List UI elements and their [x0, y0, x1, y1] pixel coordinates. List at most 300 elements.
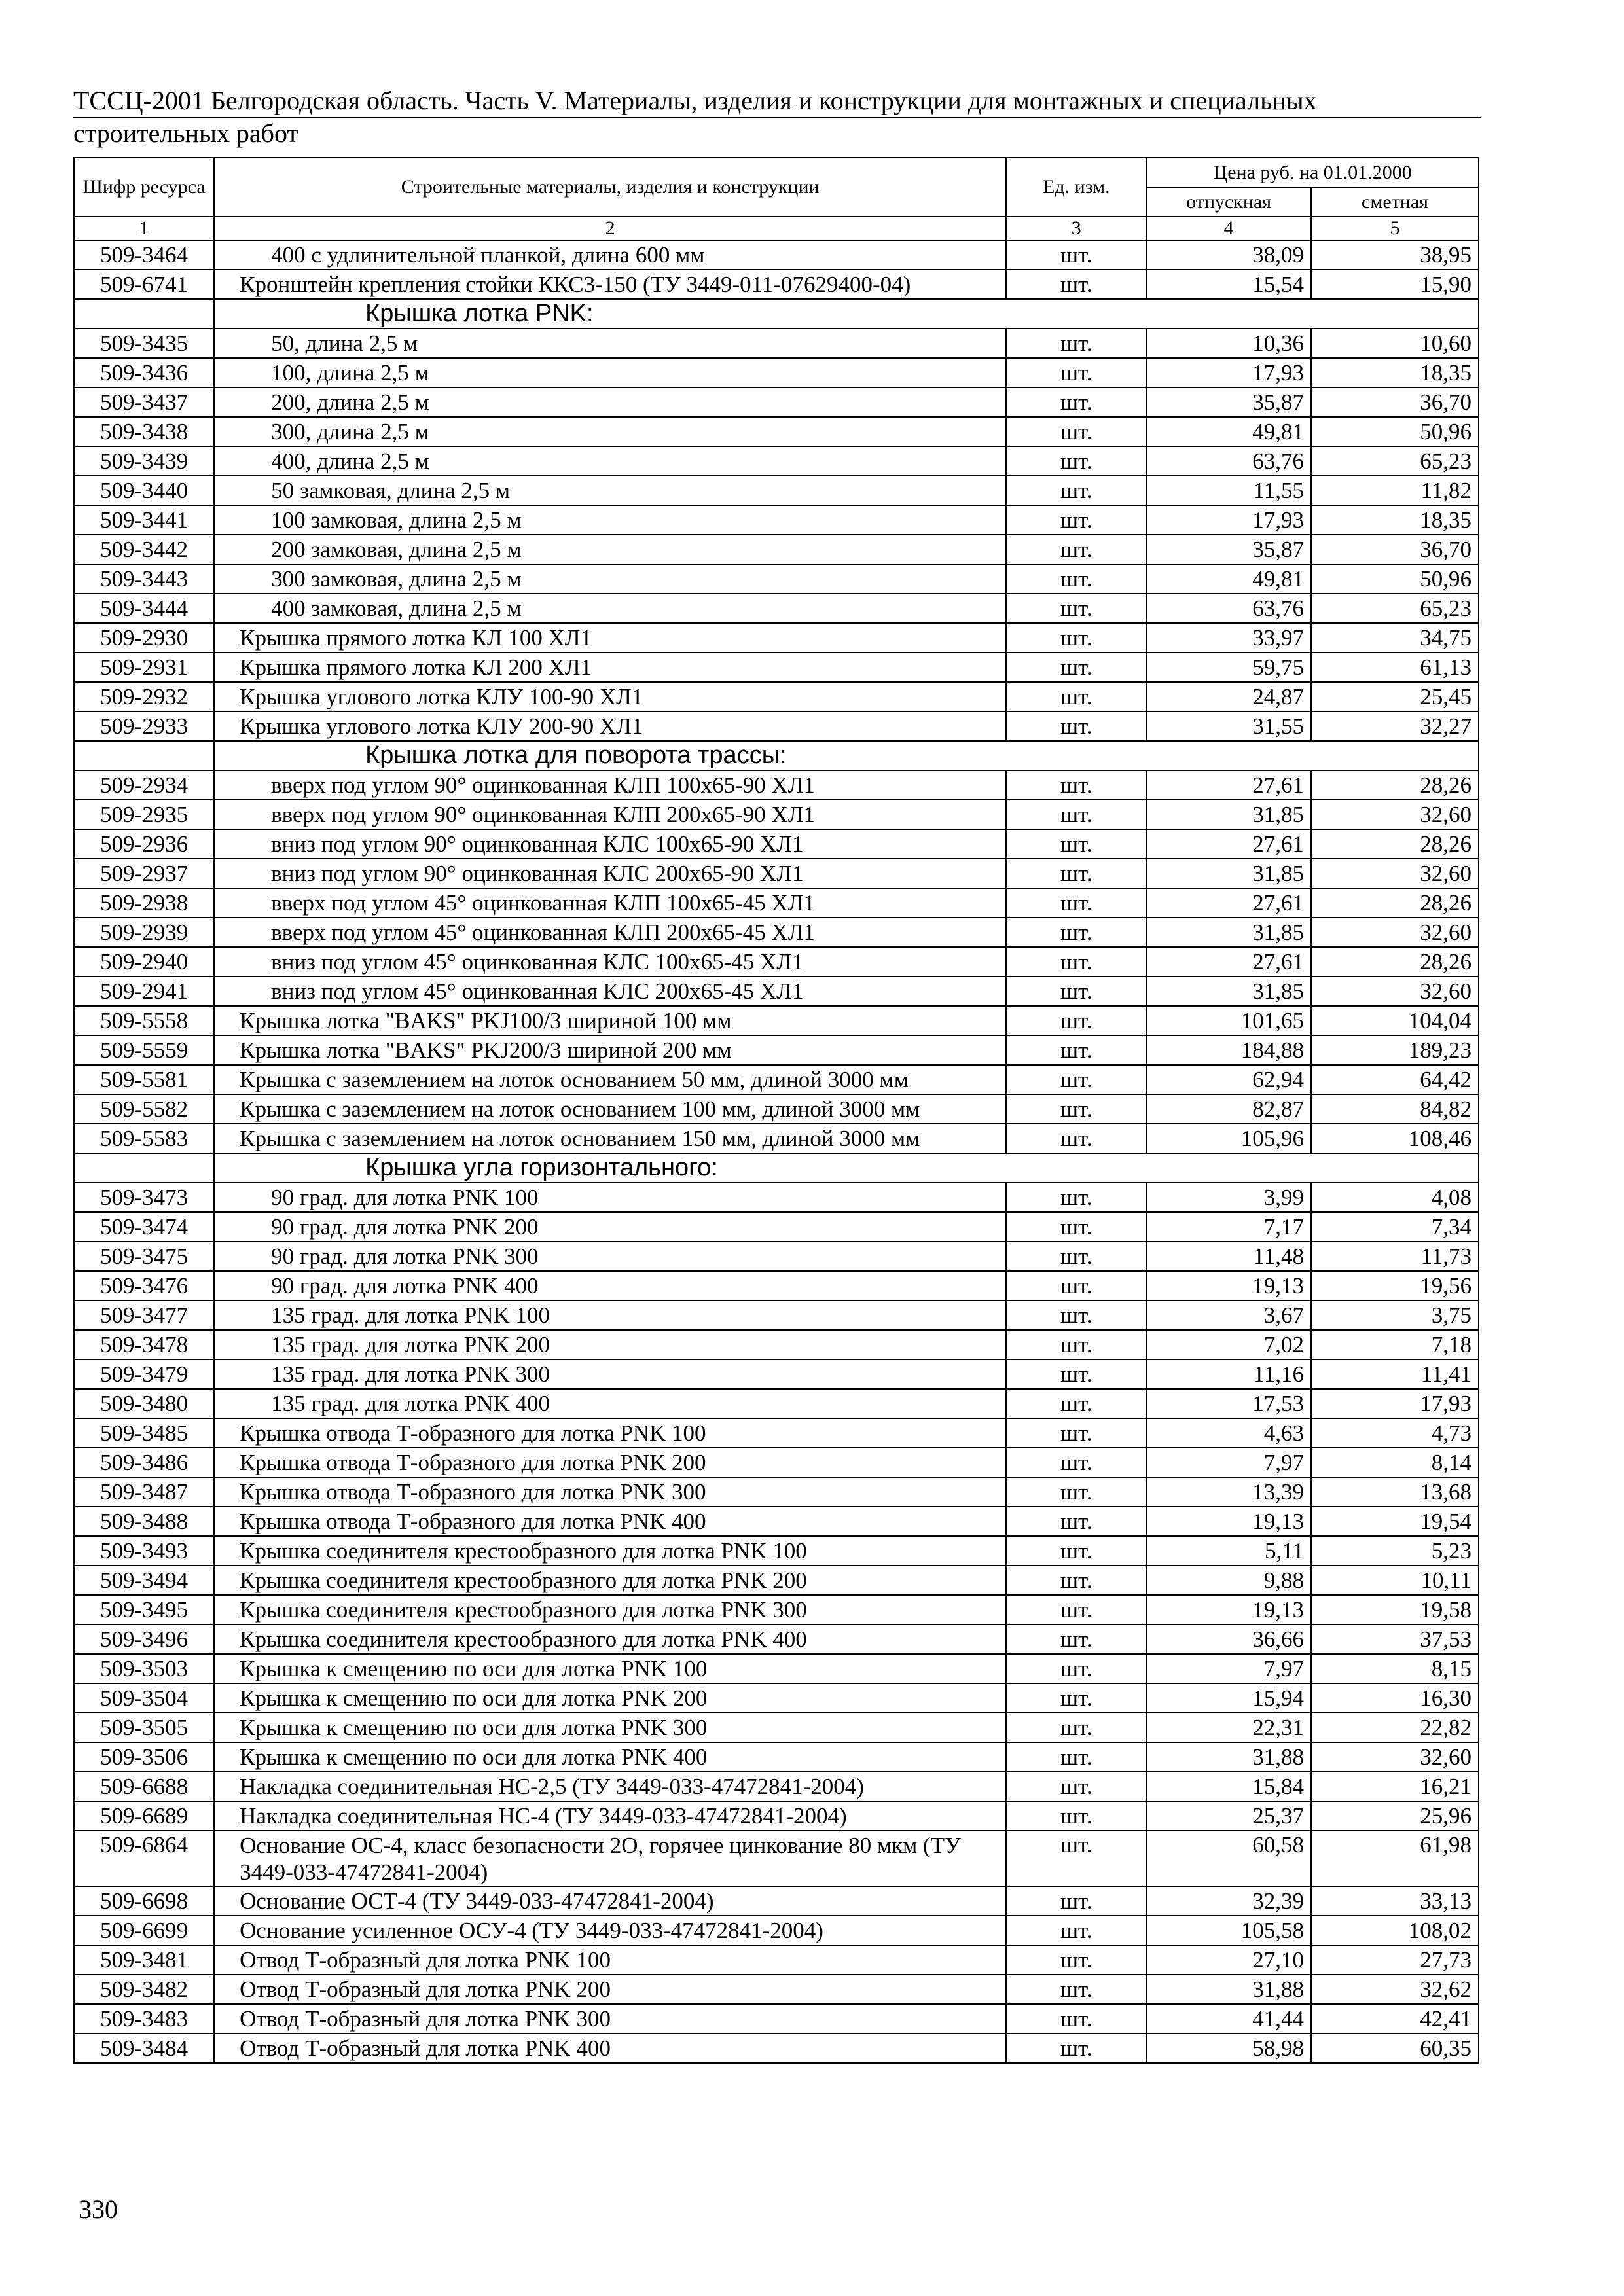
table-row — [74, 1916, 1479, 1945]
material-name: 90 град. для лотка PNK 300 — [214, 1242, 1006, 1271]
material-name: Накладка соединительная НС-4 (ТУ 3449-033-47472841-2004) — [214, 1801, 1006, 1831]
release-price: 22,31 — [1146, 1713, 1311, 1742]
group-code-cell — [74, 741, 214, 770]
resource-code: 509-3438 — [74, 417, 214, 446]
resource-code: 509-3473 — [74, 1183, 214, 1212]
unit-of-measure: шт. — [1006, 1389, 1146, 1418]
unit-of-measure: шт. — [1006, 476, 1146, 505]
release-price: 7,97 — [1146, 1654, 1311, 1683]
table-row — [74, 770, 1479, 800]
table-row — [74, 1300, 1479, 1330]
unit-of-measure: шт. — [1006, 947, 1146, 977]
estimate-price: 34,75 — [1311, 623, 1479, 653]
release-price: 5,11 — [1146, 1536, 1311, 1566]
resource-code: 509-3478 — [74, 1330, 214, 1359]
resource-code: 509-3481 — [74, 1945, 214, 1975]
material-name: Отвод Т-образный для лотка PNK 300 — [214, 2004, 1006, 2034]
resource-code: 509-3477 — [74, 1300, 214, 1330]
estimate-price: 18,35 — [1311, 505, 1479, 535]
unit-of-measure: шт. — [1006, 564, 1146, 594]
release-price: 13,39 — [1146, 1477, 1311, 1507]
table-row — [74, 1065, 1479, 1094]
group-row — [74, 741, 1479, 770]
material-name: 90 град. для лотка PNK 400 — [214, 1271, 1006, 1300]
release-price: 15,54 — [1146, 270, 1311, 299]
release-price: 7,17 — [1146, 1212, 1311, 1242]
estimate-price: 42,41 — [1311, 2004, 1479, 2034]
material-name: Кронштейн крепления стойки ККС3-150 (ТУ 3449-011-07629400-04) — [214, 270, 1006, 299]
unit-of-measure: шт. — [1006, 1242, 1146, 1271]
estimate-price: 65,23 — [1311, 446, 1479, 476]
estimate-price: 18,35 — [1311, 358, 1479, 387]
material-name: Крышка углового лотка КЛУ 100-90 ХЛ1 — [214, 682, 1006, 711]
resource-code: 509-3442 — [74, 535, 214, 564]
group-title: Крышка угла горизонтального: — [214, 1153, 1479, 1183]
estimate-price: 38,95 — [1311, 240, 1479, 270]
table-row — [74, 1094, 1479, 1124]
unit-of-measure: шт. — [1006, 594, 1146, 623]
resource-code: 509-6688 — [74, 1772, 214, 1801]
table-row — [74, 1886, 1479, 1916]
table-row — [74, 1801, 1479, 1831]
resource-code: 509-3464 — [74, 240, 214, 270]
unit-of-measure: шт. — [1006, 387, 1146, 417]
resource-code: 509-6699 — [74, 1916, 214, 1945]
material-name: 400 с удлинительной планкой, длина 600 мм — [214, 240, 1006, 270]
material-name: Крышка к смещению по оси для лотка PNK 100 — [214, 1654, 1006, 1683]
group-code-cell — [74, 1153, 214, 1183]
material-name: Основание усиленное ОСУ-4 (ТУ 3449-033-47472841-2004) — [214, 1916, 1006, 1945]
material-name: 135 град. для лотка PNK 300 — [214, 1359, 1006, 1389]
material-name: Отвод Т-образный для лотка PNK 400 — [214, 2034, 1006, 2063]
material-name: Крышка отвода Т-образного для лотка PNK 300 — [214, 1477, 1006, 1507]
material-name: Накладка соединительная НС-2,5 (ТУ 3449-033-47472841-2004) — [214, 1772, 1006, 1801]
page-header — [73, 85, 1481, 149]
col-header-price-group: Цена руб. на 01.01.2000 — [1146, 158, 1479, 187]
unit-of-measure: шт. — [1006, 1094, 1146, 1124]
col-header-release-price: отпускная — [1146, 187, 1311, 217]
table-row — [74, 270, 1479, 299]
estimate-price: 28,26 — [1311, 888, 1479, 918]
release-price: 27,61 — [1146, 829, 1311, 859]
estimate-price: 108,02 — [1311, 1916, 1479, 1945]
release-price: 7,02 — [1146, 1330, 1311, 1359]
table-row — [74, 1477, 1479, 1507]
unit-of-measure: шт. — [1006, 1831, 1146, 1886]
resource-code: 509-5582 — [74, 1094, 214, 1124]
table-row — [74, 1975, 1479, 2004]
release-price: 27,61 — [1146, 770, 1311, 800]
table-row — [74, 1035, 1479, 1065]
table-row — [74, 1418, 1479, 1448]
release-price: 19,13 — [1146, 1271, 1311, 1300]
unit-of-measure: шт. — [1006, 1916, 1146, 1945]
estimate-price: 8,14 — [1311, 1448, 1479, 1477]
table-row — [74, 800, 1479, 829]
unit-of-measure: шт. — [1006, 1271, 1146, 1300]
estimate-price: 64,42 — [1311, 1065, 1479, 1094]
table-row — [74, 947, 1479, 977]
release-price: 27,61 — [1146, 947, 1311, 977]
release-price: 19,13 — [1146, 1507, 1311, 1536]
unit-of-measure: шт. — [1006, 1801, 1146, 1831]
material-name: Крышка лотка "BAKS" PKJ200/3 шириной 200 мм — [214, 1035, 1006, 1065]
table-row — [74, 535, 1479, 564]
estimate-price: 10,11 — [1311, 1566, 1479, 1595]
table-row — [74, 564, 1479, 594]
resource-code: 509-3443 — [74, 564, 214, 594]
resource-code: 509-2938 — [74, 888, 214, 918]
resource-code: 509-3480 — [74, 1389, 214, 1418]
estimate-price: 27,73 — [1311, 1945, 1479, 1975]
release-price: 15,94 — [1146, 1683, 1311, 1713]
unit-of-measure: шт. — [1006, 1065, 1146, 1094]
unit-of-measure: шт. — [1006, 1212, 1146, 1242]
page-number: 330 — [79, 2195, 118, 2224]
resource-code: 509-3440 — [74, 476, 214, 505]
release-price: 15,84 — [1146, 1772, 1311, 1801]
table-row — [74, 1831, 1479, 1886]
table-row — [74, 1624, 1479, 1654]
material-name: 300 замковая, длина 2,5 м — [214, 564, 1006, 594]
estimate-price: 4,73 — [1311, 1418, 1479, 1448]
table-row — [74, 1242, 1479, 1271]
col-header-code: Шифр ресурса — [74, 158, 214, 217]
resource-code: 509-2932 — [74, 682, 214, 711]
estimate-price: 189,23 — [1311, 1035, 1479, 1065]
material-name: вверх под углом 45° оцинкованная КЛП 100х65-45 ХЛ1 — [214, 888, 1006, 918]
unit-of-measure: шт. — [1006, 1742, 1146, 1772]
unit-of-measure: шт. — [1006, 1477, 1146, 1507]
resource-code: 509-2931 — [74, 653, 214, 682]
table-row — [74, 1448, 1479, 1477]
material-name: Крышка прямого лотка КЛ 200 ХЛ1 — [214, 653, 1006, 682]
material-name: Крышка с заземлением на лоток основанием 50 мм, длиной 3000 мм — [214, 1065, 1006, 1094]
material-name: Крышка отвода Т-образного для лотка PNK 200 — [214, 1448, 1006, 1477]
table-row — [74, 977, 1479, 1006]
table-row — [74, 1212, 1479, 1242]
estimate-price: 25,96 — [1311, 1801, 1479, 1831]
material-name: 135 град. для лотка PNK 100 — [214, 1300, 1006, 1330]
table-row — [74, 653, 1479, 682]
unit-of-measure: шт. — [1006, 1772, 1146, 1801]
release-price: 38,09 — [1146, 240, 1311, 270]
col-header-name: Строительные материалы, изделия и конструкции — [214, 158, 1006, 217]
resource-code: 509-3439 — [74, 446, 214, 476]
group-row — [74, 1153, 1479, 1183]
table-row — [74, 1006, 1479, 1035]
unit-of-measure: шт. — [1006, 1713, 1146, 1742]
material-name: 200 замковая, длина 2,5 м — [214, 535, 1006, 564]
material-name: Крышка с заземлением на лоток основанием 100 мм, длиной 3000 мм — [214, 1094, 1006, 1124]
table-row — [74, 623, 1479, 653]
estimate-price: 32,60 — [1311, 977, 1479, 1006]
release-price: 49,81 — [1146, 564, 1311, 594]
material-name: Крышка к смещению по оси для лотка PNK 400 — [214, 1742, 1006, 1772]
material-name: Основание ОС-4, класс безопасности 2О, горячее цинкование 80 мкм (ТУ 3449-033-47472841-2004) — [214, 1831, 1006, 1886]
unit-of-measure: шт. — [1006, 770, 1146, 800]
unit-of-measure: шт. — [1006, 1330, 1146, 1359]
resource-code: 509-3485 — [74, 1418, 214, 1448]
release-price: 82,87 — [1146, 1094, 1311, 1124]
estimate-price: 7,34 — [1311, 1212, 1479, 1242]
table-row — [74, 1536, 1479, 1566]
unit-of-measure: шт. — [1006, 829, 1146, 859]
table-row — [74, 446, 1479, 476]
table-row — [74, 240, 1479, 270]
resource-code: 509-3487 — [74, 1477, 214, 1507]
material-name: вниз под углом 45° оцинкованная КЛС 100х65-45 ХЛ1 — [214, 947, 1006, 977]
release-price: 35,87 — [1146, 535, 1311, 564]
table-row — [74, 1183, 1479, 1212]
unit-of-measure: шт. — [1006, 446, 1146, 476]
estimate-price: 36,70 — [1311, 387, 1479, 417]
material-name: Крышка с заземлением на лоток основанием 150 мм, длиной 3000 мм — [214, 1124, 1006, 1153]
release-price: 11,16 — [1146, 1359, 1311, 1389]
estimate-price: 37,53 — [1311, 1624, 1479, 1654]
group-title: Крышка лотка PNK: — [214, 299, 1479, 329]
resource-code: 509-2934 — [74, 770, 214, 800]
release-price: 17,53 — [1146, 1389, 1311, 1418]
estimate-price: 32,62 — [1311, 1975, 1479, 2004]
material-name: 90 град. для лотка PNK 100 — [214, 1183, 1006, 1212]
resource-code: 509-3435 — [74, 329, 214, 358]
release-price: 63,76 — [1146, 446, 1311, 476]
resource-code: 509-2939 — [74, 918, 214, 947]
resource-code: 509-2937 — [74, 859, 214, 888]
unit-of-measure: шт. — [1006, 1418, 1146, 1448]
material-name: 400 замковая, длина 2,5 м — [214, 594, 1006, 623]
estimate-price: 28,26 — [1311, 829, 1479, 859]
estimate-price: 61,13 — [1311, 653, 1479, 682]
estimate-price: 11,82 — [1311, 476, 1479, 505]
estimate-price: 61,98 — [1311, 1831, 1479, 1886]
material-name: 200, длина 2,5 м — [214, 387, 1006, 417]
material-name: Крышка соединителя крестообразного для лотка PNK 400 — [214, 1624, 1006, 1654]
material-name: Крышка прямого лотка КЛ 100 ХЛ1 — [214, 623, 1006, 653]
resource-code: 509-2935 — [74, 800, 214, 829]
table-row — [74, 476, 1479, 505]
column-number: 2 — [214, 217, 1006, 240]
resource-code: 509-3479 — [74, 1359, 214, 1389]
release-price: 11,48 — [1146, 1242, 1311, 1271]
material-name: Крышка отвода Т-образного для лотка PNK 400 — [214, 1507, 1006, 1536]
price-table — [73, 157, 1479, 2064]
estimate-price: 32,27 — [1311, 711, 1479, 741]
unit-of-measure: шт. — [1006, 1975, 1146, 2004]
material-name: Крышка отвода Т-образного для лотка PNK 100 — [214, 1418, 1006, 1448]
release-price: 41,44 — [1146, 2004, 1311, 2034]
unit-of-measure: шт. — [1006, 1536, 1146, 1566]
release-price: 35,87 — [1146, 387, 1311, 417]
resource-code: 509-3486 — [74, 1448, 214, 1477]
resource-code: 509-5559 — [74, 1035, 214, 1065]
resource-code: 509-3495 — [74, 1595, 214, 1624]
estimate-price: 108,46 — [1311, 1124, 1479, 1153]
material-name: Основание ОСТ-4 (ТУ 3449-033-47472841-2004) — [214, 1886, 1006, 1916]
resource-code: 509-2940 — [74, 947, 214, 977]
header-title-line2: строительных работ — [73, 118, 298, 148]
release-price: 31,88 — [1146, 1975, 1311, 2004]
table-row — [74, 358, 1479, 387]
release-price: 105,58 — [1146, 1916, 1311, 1945]
table-row — [74, 1654, 1479, 1683]
resource-code: 509-5558 — [74, 1006, 214, 1035]
estimate-price: 19,56 — [1311, 1271, 1479, 1300]
material-name: Крышка соединителя крестообразного для лотка PNK 300 — [214, 1595, 1006, 1624]
release-price: 27,61 — [1146, 888, 1311, 918]
unit-of-measure: шт. — [1006, 1595, 1146, 1624]
material-name: вниз под углом 90° оцинкованная КЛС 100х65-90 ХЛ1 — [214, 829, 1006, 859]
material-name: 90 град. для лотка PNK 200 — [214, 1212, 1006, 1242]
estimate-price: 5,23 — [1311, 1536, 1479, 1566]
resource-code: 509-3436 — [74, 358, 214, 387]
resource-code: 509-2930 — [74, 623, 214, 653]
unit-of-measure: шт. — [1006, 977, 1146, 1006]
material-name: Крышка соединителя крестообразного для лотка PNK 200 — [214, 1566, 1006, 1595]
table-row — [74, 1124, 1479, 1153]
release-price: 4,63 — [1146, 1418, 1311, 1448]
table-row — [74, 2004, 1479, 2034]
estimate-price: 32,60 — [1311, 1742, 1479, 1772]
estimate-price: 15,90 — [1311, 270, 1479, 299]
estimate-price: 16,21 — [1311, 1772, 1479, 1801]
estimate-price: 11,41 — [1311, 1359, 1479, 1389]
unit-of-measure: шт. — [1006, 1035, 1146, 1065]
release-price: 101,65 — [1146, 1006, 1311, 1035]
release-price: 11,55 — [1146, 476, 1311, 505]
unit-of-measure: шт. — [1006, 653, 1146, 682]
estimate-price: 4,08 — [1311, 1183, 1479, 1212]
table-row — [74, 417, 1479, 446]
table-row — [74, 1566, 1479, 1595]
estimate-price: 32,60 — [1311, 800, 1479, 829]
column-number: 3 — [1006, 217, 1146, 240]
release-price: 27,10 — [1146, 1945, 1311, 1975]
table-row — [74, 594, 1479, 623]
estimate-price: 28,26 — [1311, 947, 1479, 977]
resource-code: 509-2936 — [74, 829, 214, 859]
unit-of-measure: шт. — [1006, 918, 1146, 947]
unit-of-measure: шт. — [1006, 417, 1146, 446]
unit-of-measure: шт. — [1006, 1124, 1146, 1153]
estimate-price: 50,96 — [1311, 417, 1479, 446]
unit-of-measure: шт. — [1006, 1183, 1146, 1212]
unit-of-measure: шт. — [1006, 358, 1146, 387]
estimate-price: 36,70 — [1311, 535, 1479, 564]
table-row — [74, 1389, 1479, 1418]
estimate-price: 7,18 — [1311, 1330, 1479, 1359]
material-name: Крышка к смещению по оси для лотка PNK 200 — [214, 1683, 1006, 1713]
resource-code: 509-3474 — [74, 1212, 214, 1242]
estimate-price: 22,82 — [1311, 1713, 1479, 1742]
col-header-unit: Ед. изм. — [1006, 158, 1146, 217]
unit-of-measure: шт. — [1006, 505, 1146, 535]
resource-code: 509-3504 — [74, 1683, 214, 1713]
release-price: 32,39 — [1146, 1886, 1311, 1916]
table-row — [74, 1359, 1479, 1389]
estimate-price: 19,54 — [1311, 1507, 1479, 1536]
column-number: 1 — [74, 217, 214, 240]
estimate-price: 17,93 — [1311, 1389, 1479, 1418]
resource-code: 509-5583 — [74, 1124, 214, 1153]
release-price: 184,88 — [1146, 1035, 1311, 1065]
release-price: 17,93 — [1146, 358, 1311, 387]
table-row — [74, 829, 1479, 859]
unit-of-measure: шт. — [1006, 623, 1146, 653]
material-name: Крышка лотка "BAKS" PKJ100/3 шириной 100 мм — [214, 1006, 1006, 1035]
release-price: 9,88 — [1146, 1566, 1311, 1595]
material-name: 300, длина 2,5 м — [214, 417, 1006, 446]
table-row — [74, 859, 1479, 888]
material-name: Отвод Т-образный для лотка PNK 200 — [214, 1975, 1006, 2004]
resource-code: 509-3483 — [74, 2004, 214, 2034]
estimate-price: 104,04 — [1311, 1006, 1479, 1035]
unit-of-measure: шт. — [1006, 329, 1146, 358]
estimate-price: 10,60 — [1311, 329, 1479, 358]
header-title-line1: ТССЦ-2001 Белгородская область. Часть V. Материалы, изделия и конструкции для монтажных и специальных — [73, 85, 1481, 118]
release-price: 19,13 — [1146, 1595, 1311, 1624]
unit-of-measure: шт. — [1006, 535, 1146, 564]
table-row — [74, 682, 1479, 711]
resource-code: 509-3505 — [74, 1713, 214, 1742]
release-price: 17,93 — [1146, 505, 1311, 535]
estimate-price: 16,30 — [1311, 1683, 1479, 1713]
estimate-price: 50,96 — [1311, 564, 1479, 594]
table-row — [74, 329, 1479, 358]
resource-code: 509-3444 — [74, 594, 214, 623]
estimate-price: 3,75 — [1311, 1300, 1479, 1330]
release-price: 3,67 — [1146, 1300, 1311, 1330]
material-name: 135 град. для лотка PNK 200 — [214, 1330, 1006, 1359]
unit-of-measure: шт. — [1006, 888, 1146, 918]
price-table-body — [74, 240, 1479, 2063]
unit-of-measure: шт. — [1006, 682, 1146, 711]
estimate-price: 28,26 — [1311, 770, 1479, 800]
table-row — [74, 1330, 1479, 1359]
release-price: 31,85 — [1146, 800, 1311, 829]
release-price: 3,99 — [1146, 1183, 1311, 1212]
estimate-price: 25,45 — [1311, 682, 1479, 711]
unit-of-measure: шт. — [1006, 859, 1146, 888]
material-name: 100, длина 2,5 м — [214, 358, 1006, 387]
group-row — [74, 299, 1479, 329]
column-number: 4 — [1146, 217, 1311, 240]
unit-of-measure: шт. — [1006, 1654, 1146, 1683]
release-price: 36,66 — [1146, 1624, 1311, 1654]
table-row — [74, 2034, 1479, 2063]
unit-of-measure: шт. — [1006, 711, 1146, 741]
column-number-row — [74, 217, 1479, 240]
estimate-price: 33,13 — [1311, 1886, 1479, 1916]
table-row — [74, 918, 1479, 947]
resource-code: 509-3484 — [74, 2034, 214, 2063]
release-price: 63,76 — [1146, 594, 1311, 623]
table-row — [74, 888, 1479, 918]
resource-code: 509-3493 — [74, 1536, 214, 1566]
unit-of-measure: шт. — [1006, 270, 1146, 299]
material-name: вниз под углом 90° оцинкованная КЛС 200х65-90 ХЛ1 — [214, 859, 1006, 888]
table-row — [74, 1595, 1479, 1624]
material-name: Крышка соединителя крестообразного для лотка PNK 100 — [214, 1536, 1006, 1566]
estimate-price: 65,23 — [1311, 594, 1479, 623]
unit-of-measure: шт. — [1006, 240, 1146, 270]
table-row — [74, 1742, 1479, 1772]
release-price: 31,85 — [1146, 977, 1311, 1006]
table-row — [74, 387, 1479, 417]
release-price: 10,36 — [1146, 329, 1311, 358]
unit-of-measure: шт. — [1006, 1624, 1146, 1654]
